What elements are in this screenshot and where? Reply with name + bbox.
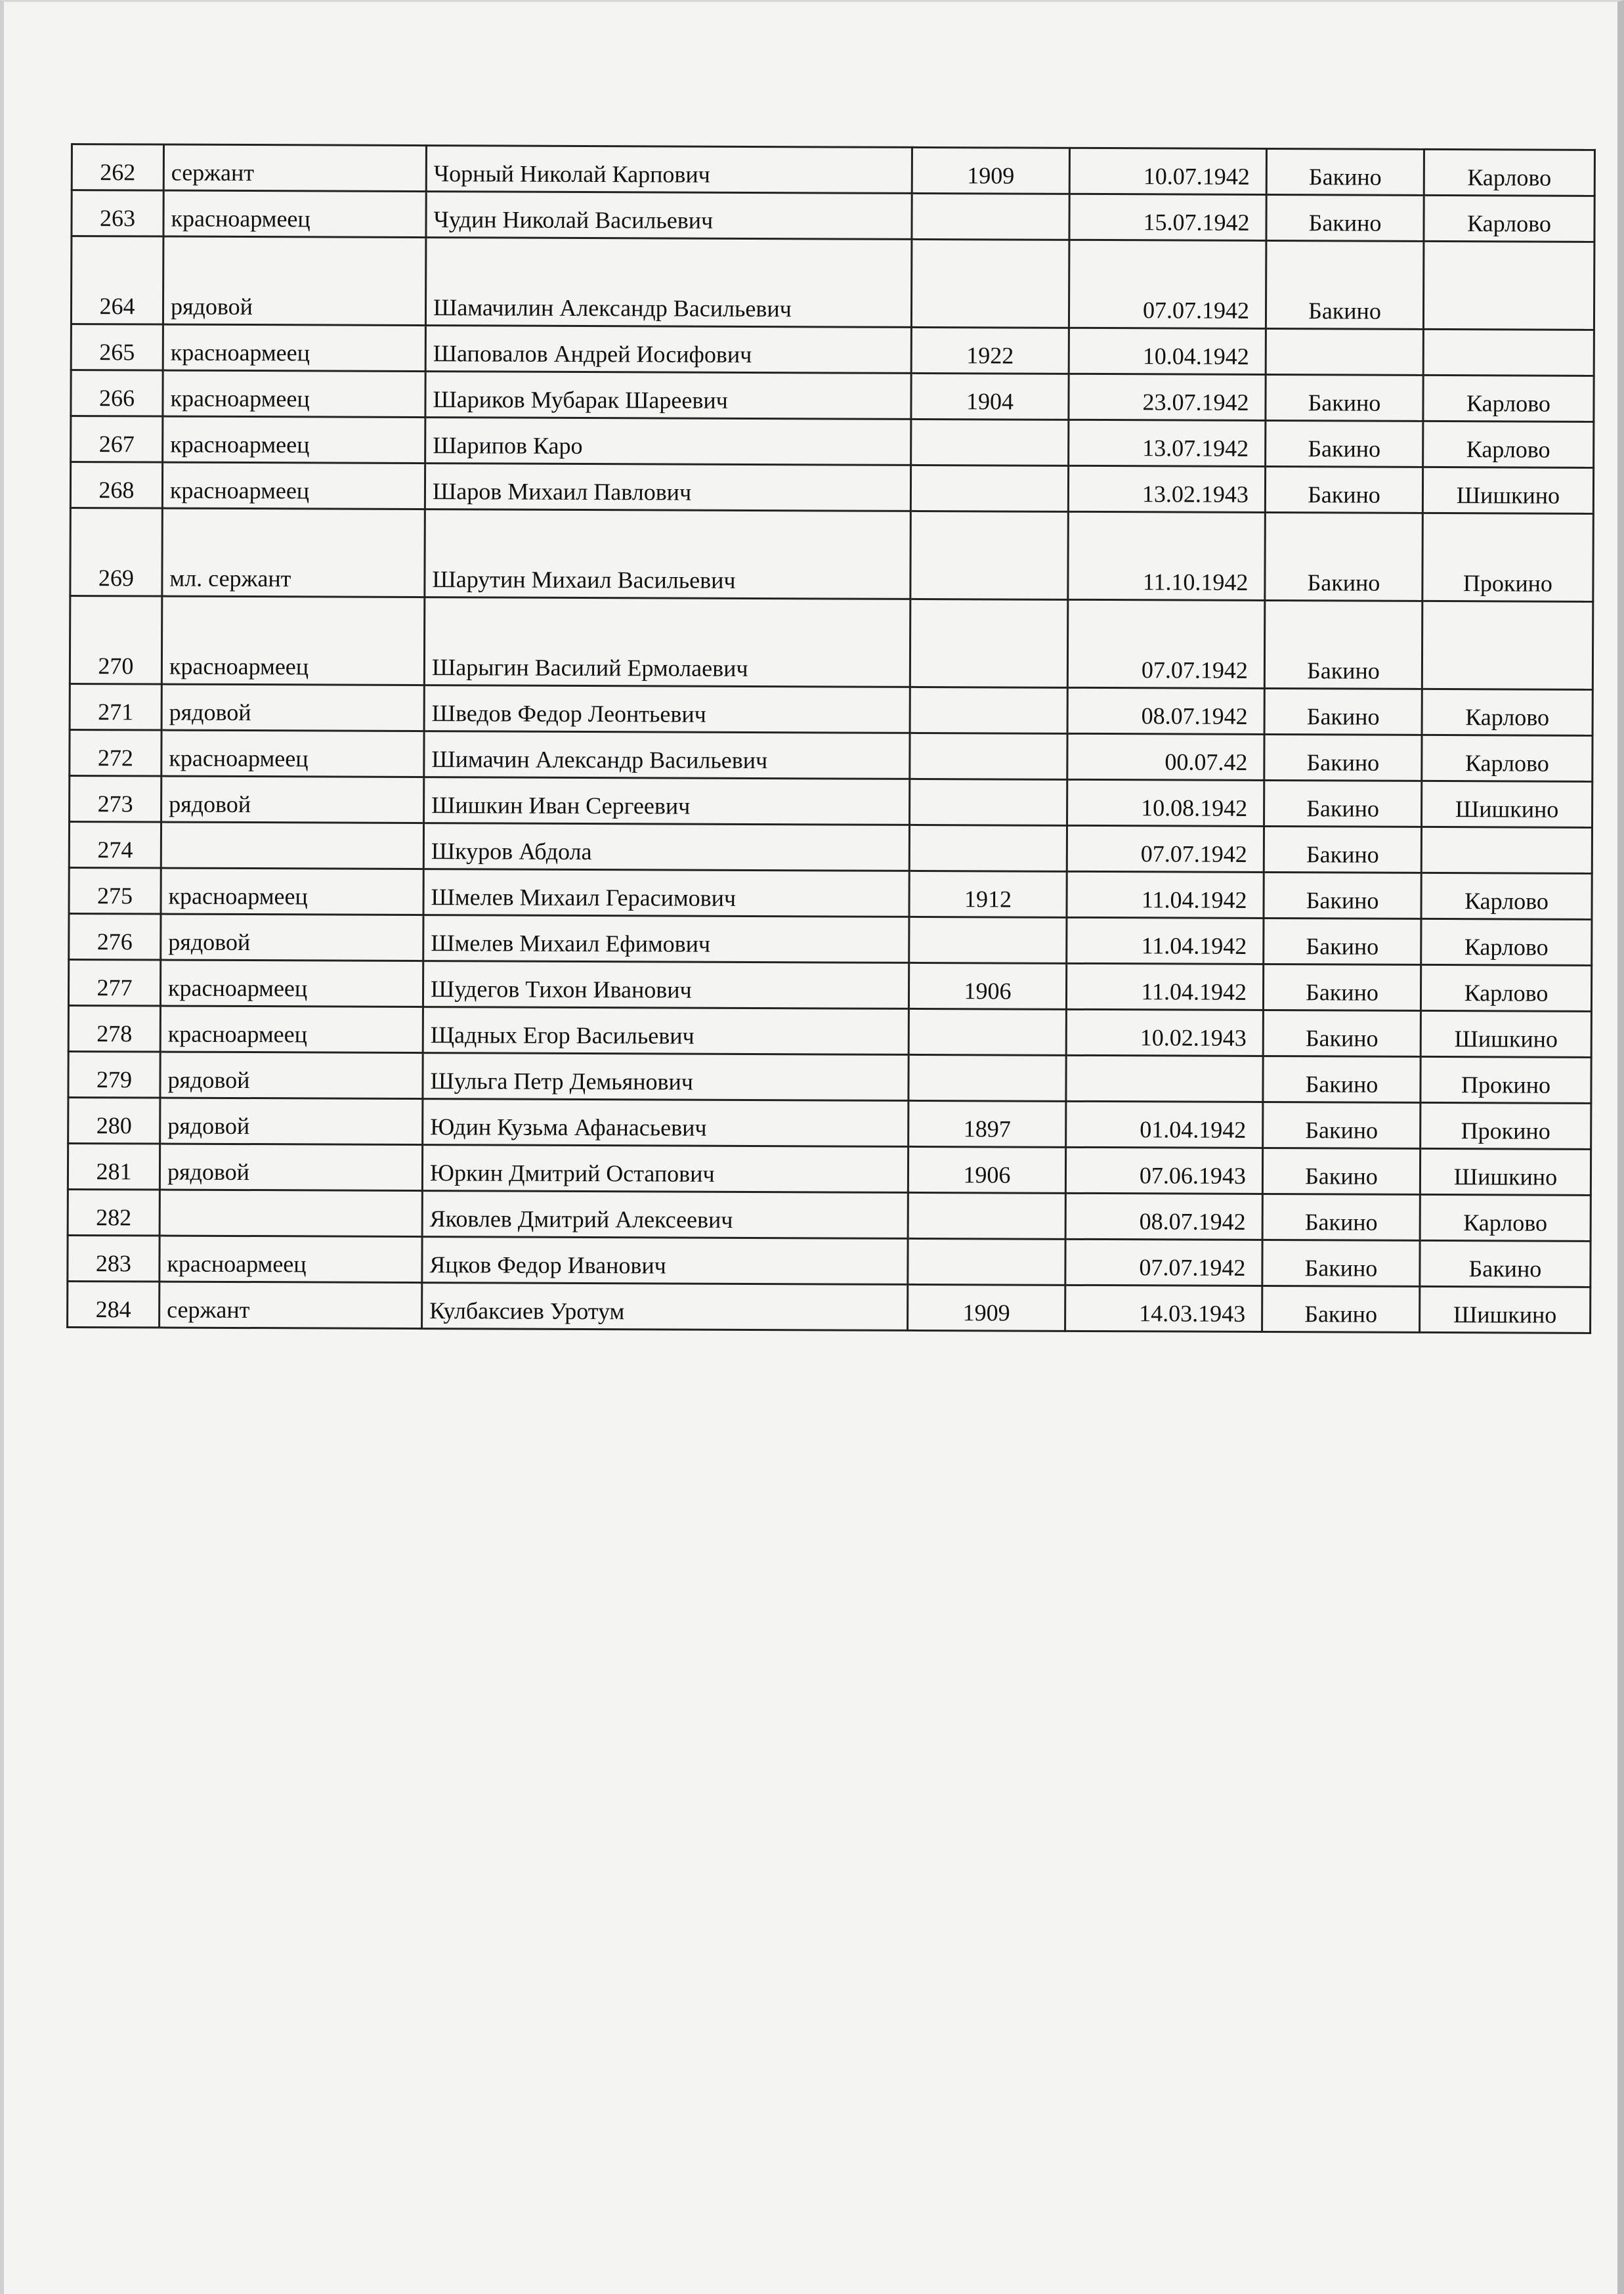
row-number: 266 <box>71 370 163 417</box>
birth-year-cell <box>912 193 1069 240</box>
row-number: 263 <box>72 190 163 237</box>
place-cell: Бакино <box>1262 1194 1420 1240</box>
birth-year-cell: 1904 <box>911 373 1069 420</box>
table-row <box>70 596 1592 690</box>
row-number: 274 <box>69 821 161 868</box>
table-row <box>70 462 1593 514</box>
birth-year-cell <box>910 465 1068 511</box>
table-row <box>72 144 1594 196</box>
place-cell: Бакино <box>1266 420 1423 467</box>
death-date-cell: 11.04.1942 <box>1067 917 1264 964</box>
name-cell: Кулбаксиев Уротум <box>422 1283 908 1331</box>
birth-year-cell <box>911 419 1069 465</box>
birth-year-cell <box>910 779 1067 825</box>
table-row <box>72 190 1594 242</box>
burial-place-cell: Шишкино <box>1420 1286 1591 1333</box>
place-cell: Бакино <box>1266 240 1424 329</box>
table-row <box>69 913 1592 965</box>
death-date-cell: 07.07.1942 <box>1069 240 1266 328</box>
place-cell: Бакино <box>1265 466 1422 513</box>
birth-year-cell <box>909 917 1067 963</box>
table-row <box>68 959 1591 1011</box>
birth-year-cell: 1897 <box>908 1100 1066 1147</box>
name-cell: Юркин Дмитрий Остапович <box>422 1145 908 1193</box>
table-row <box>71 370 1594 422</box>
rank-cell: красноармеец <box>160 1006 423 1053</box>
death-date-cell: 13.02.1943 <box>1068 465 1265 512</box>
burial-place-cell: Карлово <box>1421 873 1592 919</box>
name-cell: Шудегов Тихон Иванович <box>423 961 908 1009</box>
row-number: 270 <box>70 596 162 685</box>
name-cell: Шведов Федор Леонтьевич <box>424 685 910 733</box>
name-cell: Шамачилин Александр Васильевич <box>425 238 912 328</box>
table-row <box>71 236 1594 330</box>
rank-cell: рядовой <box>161 914 423 961</box>
burial-list-table <box>66 143 1596 1334</box>
burial-place-cell: Карлово <box>1424 195 1594 242</box>
name-cell: Шимачин Александр Васильевич <box>424 731 910 779</box>
name-cell: Юдин Кузьма Афанасьевич <box>423 1099 908 1147</box>
death-date-cell: 14.03.1943 <box>1065 1285 1262 1331</box>
row-number: 272 <box>70 729 161 776</box>
place-cell: Бакино <box>1262 1240 1420 1286</box>
name-cell: Шкуров Абдола <box>423 823 909 871</box>
row-number: 262 <box>72 144 163 191</box>
row-number: 278 <box>68 1005 160 1052</box>
birth-year-cell: 1909 <box>912 147 1069 194</box>
burial-place-cell: Бакино <box>1420 1240 1591 1287</box>
death-date-cell: 10.04.1942 <box>1069 328 1266 374</box>
burial-place-cell: Шишкино <box>1422 467 1593 513</box>
death-date-cell: 11.04.1942 <box>1067 871 1264 918</box>
name-cell: Шариков Мубарак Шареевич <box>425 372 911 420</box>
death-date-cell: 00.07.42 <box>1067 733 1264 780</box>
rank-cell: красноармеец <box>162 462 425 509</box>
death-date-cell: 07.07.1942 <box>1067 825 1264 872</box>
place-cell: Бакино <box>1266 148 1424 195</box>
place-cell: Бакино <box>1263 1010 1421 1056</box>
table-row <box>68 1051 1591 1103</box>
row-number: 283 <box>68 1235 160 1282</box>
rank-cell: красноармеец <box>161 730 424 777</box>
rank-cell: рядовой <box>160 1052 423 1099</box>
birth-year-cell: 1906 <box>908 1146 1065 1193</box>
name-cell: Шаповалов Андрей Иосифович <box>425 326 911 374</box>
row-number: 267 <box>71 416 163 463</box>
row-number: 271 <box>70 683 161 730</box>
rank-cell: рядовой <box>160 1144 422 1191</box>
place-cell: Бакино <box>1266 194 1424 241</box>
death-date-cell: 01.04.1942 <box>1066 1101 1263 1148</box>
birth-year-cell <box>911 239 1069 328</box>
rank-cell <box>160 1190 422 1237</box>
birth-year-cell <box>910 733 1067 779</box>
rank-cell: красноармеец <box>163 416 425 464</box>
burial-place-cell: Карлово <box>1421 964 1591 1011</box>
place-cell: Бакино <box>1264 600 1422 689</box>
burial-place-cell: Карлово <box>1422 735 1592 781</box>
place-cell: Бакино <box>1264 734 1422 781</box>
rank-cell: красноармеец <box>163 370 425 418</box>
name-cell: Чорный Николай Карпович <box>426 146 912 194</box>
name-cell: Шмелев Михаил Герасимович <box>423 869 909 917</box>
row-number: 280 <box>68 1097 160 1144</box>
row-number: 281 <box>68 1143 160 1190</box>
burial-place-cell: Прокино <box>1422 513 1594 601</box>
death-date-cell: 08.07.1942 <box>1067 687 1264 734</box>
death-date-cell <box>1066 1055 1263 1102</box>
table-row <box>71 416 1594 468</box>
place-cell: Бакино <box>1265 512 1423 601</box>
place-cell: Бакино <box>1264 826 1421 873</box>
rank-cell: мл. сержант <box>162 508 425 597</box>
table-row <box>68 1189 1591 1241</box>
table-body <box>68 144 1595 1333</box>
death-date-cell: 10.07.1942 <box>1069 148 1266 194</box>
table-row <box>68 1005 1591 1057</box>
burial-place-cell: Карлово <box>1420 1194 1591 1241</box>
rank-cell: красноармеец <box>161 596 425 685</box>
birth-year-cell: 1922 <box>911 327 1069 374</box>
place-cell: Бакино <box>1263 1102 1421 1148</box>
table-row <box>69 821 1592 873</box>
place-cell: Бакино <box>1263 1056 1421 1102</box>
birth-year-cell <box>910 599 1068 687</box>
birth-year-cell <box>910 511 1069 599</box>
burial-place-cell <box>1423 241 1594 330</box>
rank-cell: рядовой <box>163 236 426 326</box>
death-date-cell: 11.10.1942 <box>1068 511 1266 600</box>
row-number: 279 <box>68 1051 160 1098</box>
name-cell: Шишкин Иван Сергеевич <box>424 777 910 825</box>
rank-cell: красноармеец <box>161 868 423 915</box>
place-cell: Бакино <box>1262 1148 1420 1194</box>
burial-place-cell <box>1421 827 1592 873</box>
row-number: 264 <box>71 236 163 325</box>
rank-cell: рядовой <box>161 776 424 823</box>
row-number: 276 <box>69 913 161 960</box>
birth-year-cell <box>908 1238 1065 1285</box>
birth-year-cell: 1906 <box>908 963 1066 1009</box>
row-number: 277 <box>68 959 160 1006</box>
birth-year-cell: 1909 <box>908 1284 1065 1331</box>
row-number: 275 <box>69 867 161 914</box>
death-date-cell: 23.07.1942 <box>1069 374 1266 420</box>
table-row <box>68 1281 1591 1333</box>
row-number: 273 <box>70 775 161 822</box>
birth-year-cell <box>908 1008 1066 1055</box>
table-row <box>70 508 1593 602</box>
rank-cell: рядовой <box>160 1098 423 1145</box>
death-date-cell: 07.07.1942 <box>1067 599 1265 688</box>
name-cell: Шарутин Михаил Васильевич <box>425 509 911 599</box>
rank-cell: красноармеец <box>163 190 426 238</box>
burial-place-cell: Карлово <box>1423 375 1594 422</box>
burial-place-cell <box>1422 601 1593 689</box>
name-cell: Шаров Михаил Павлович <box>425 464 910 511</box>
burial-place-cell: Прокино <box>1421 1102 1591 1149</box>
table-row <box>71 324 1594 376</box>
rank-cell <box>161 822 423 869</box>
table-row <box>68 1143 1591 1195</box>
rank-cell: сержант <box>163 144 426 192</box>
name-cell: Яковлев Дмитрий Алексеевич <box>422 1191 908 1239</box>
row-number: 265 <box>71 324 163 371</box>
burial-place-cell: Карлово <box>1422 689 1592 735</box>
death-date-cell: 08.07.1942 <box>1065 1193 1262 1240</box>
name-cell: Шарипов Каро <box>425 418 911 465</box>
birth-year-cell: 1912 <box>909 871 1067 917</box>
row-number: 269 <box>70 508 163 597</box>
table-row <box>69 867 1592 919</box>
table-row <box>70 775 1592 827</box>
burial-place-cell: Шишкино <box>1421 1010 1591 1057</box>
name-cell: Яцков Федор Иванович <box>422 1237 908 1285</box>
burial-place-cell: Карлово <box>1424 149 1594 196</box>
row-number: 268 <box>70 462 162 509</box>
death-date-cell: 15.07.1942 <box>1069 194 1266 240</box>
place-cell <box>1266 328 1423 375</box>
birth-year-cell <box>908 1192 1065 1239</box>
table-row <box>70 683 1592 735</box>
burial-place-cell: Шишкино <box>1422 781 1592 827</box>
place-cell: Бакино <box>1266 374 1423 421</box>
rank-cell: сержант <box>160 1282 422 1329</box>
birth-year-cell <box>909 825 1067 871</box>
death-date-cell: 10.02.1943 <box>1066 1009 1263 1056</box>
row-number: 282 <box>68 1189 160 1236</box>
burial-place-cell: Шишкино <box>1420 1148 1591 1195</box>
table-row <box>68 1097 1591 1149</box>
burial-place-cell: Карлово <box>1421 919 1592 965</box>
death-date-cell: 10.08.1942 <box>1067 779 1264 826</box>
name-cell: Шмелев Михаил Ефимович <box>423 915 909 963</box>
rank-cell: красноармеец <box>160 960 423 1007</box>
name-cell: Шульга Петр Демьянович <box>423 1053 908 1101</box>
name-cell: Щадных Егор Васильевич <box>423 1007 908 1055</box>
place-cell: Бакино <box>1264 688 1422 735</box>
rank-cell: рядовой <box>161 684 424 731</box>
birth-year-cell <box>908 1054 1066 1101</box>
row-number: 284 <box>68 1281 160 1328</box>
burial-place-cell <box>1423 329 1594 376</box>
name-cell: Шарыгин Василий Ермолаевич <box>424 597 910 687</box>
burial-place-cell: Карлово <box>1423 421 1594 467</box>
burial-place-cell: Прокино <box>1421 1056 1591 1103</box>
place-cell: Бакино <box>1264 780 1422 827</box>
death-date-cell: 07.06.1943 <box>1065 1147 1262 1194</box>
table-row <box>68 1235 1591 1287</box>
death-date-cell: 11.04.1942 <box>1066 963 1263 1010</box>
table-row <box>70 729 1592 781</box>
rank-cell: красноармеец <box>160 1236 422 1283</box>
death-date-cell: 07.07.1942 <box>1065 1239 1262 1286</box>
place-cell: Бакино <box>1263 964 1421 1010</box>
place-cell: Бакино <box>1264 918 1421 964</box>
name-cell: Чудин Николай Васильевич <box>426 192 912 240</box>
rank-cell: красноармеец <box>163 324 425 372</box>
place-cell: Бакино <box>1264 872 1421 919</box>
birth-year-cell <box>910 687 1067 733</box>
death-date-cell: 13.07.1942 <box>1069 420 1266 466</box>
place-cell: Бакино <box>1262 1286 1420 1332</box>
